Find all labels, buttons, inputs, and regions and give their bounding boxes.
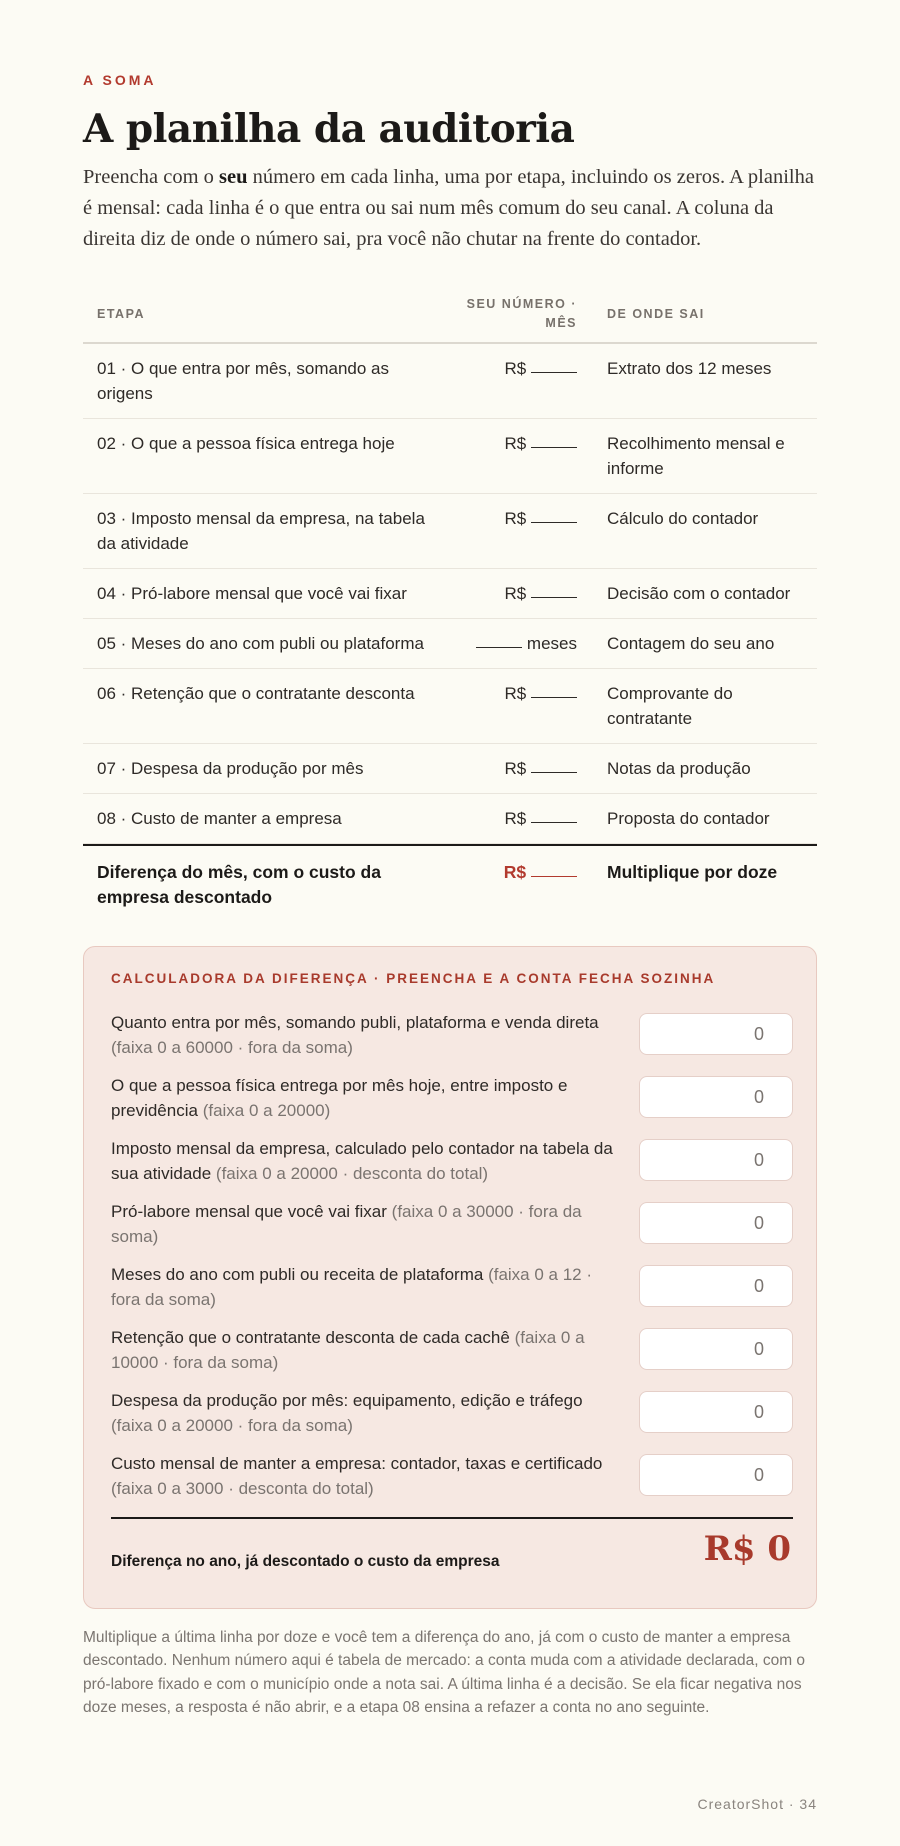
field-input[interactable]	[639, 1454, 793, 1496]
field-label	[111, 1388, 626, 1446]
value-prefix: R$	[504, 809, 527, 828]
row-etapa: 01 · O que entra por mês, somando as origens	[97, 359, 389, 403]
field-input[interactable]	[639, 1391, 793, 1433]
table-row	[83, 619, 817, 669]
value-suffix: meses	[526, 634, 577, 653]
field-label	[111, 1136, 626, 1194]
row-valor	[449, 494, 579, 568]
row-origem: Cálculo do contador	[607, 509, 759, 528]
calculator-field	[111, 1073, 793, 1131]
row-etapa: 03 · Imposto mensal da empresa, na tabela da atividade	[97, 509, 425, 553]
result-label: Diferença no ano, já descontado o custo da empresa	[111, 1553, 500, 1570]
calculator-title: CALCULADORA DA DIFERENÇA · PREENCHA E A CONTA FECHA SOZINHA	[111, 971, 716, 986]
result-value: R$ 0	[703, 1529, 791, 1569]
audit-table	[83, 286, 817, 924]
row-valor	[449, 744, 579, 793]
row-etapa: 07 · Despesa da produção por mês	[97, 759, 364, 778]
table-row	[83, 669, 817, 744]
field-label	[111, 1073, 626, 1131]
row-valor	[449, 419, 579, 493]
calculator-field	[111, 1136, 793, 1194]
field-label-text: Meses do ano com publi ou receita de plataforma	[111, 1265, 484, 1284]
value-prefix: R$	[504, 759, 527, 778]
footnote: Multiplique a última linha por doze e você tem a diferença do ano, já com o custo de manter a empresa descontado. Nenhum número aqui é tabela de mercado: a conta muda com a atividade declarada, com o pró-labore fixado e com o município onde a nota sai. A última linha é a decisão. Se ela ficar negativa nos doze meses, a resposta é não abrir, e a etapa 08 ensina a refazer a conta no ano seguinte.	[83, 1629, 806, 1717]
field-input[interactable]	[639, 1013, 793, 1055]
field-label-text: Quanto entra por mês, somando publi, plataforma e venda direta	[111, 1013, 599, 1032]
field-hint: (faixa 0 a 30000 · fora da soma)	[111, 1202, 582, 1246]
field-label	[111, 1010, 626, 1068]
value-prefix: R$	[504, 584, 527, 603]
difference-calculator	[83, 946, 817, 1609]
field-input[interactable]	[639, 1139, 793, 1181]
total-etapa: Diferença do mês, com o custo da empresa descontado	[97, 862, 381, 907]
value-prefix: R$	[504, 684, 527, 703]
field-input[interactable]	[639, 1076, 793, 1118]
value-blank	[531, 821, 577, 823]
row-valor	[449, 344, 579, 418]
field-input[interactable]	[639, 1265, 793, 1307]
field-label	[111, 1199, 626, 1257]
calculator-field	[111, 1262, 793, 1320]
table-header	[83, 286, 817, 344]
row-origem: Contagem do seu ano	[607, 634, 775, 653]
table-row	[83, 569, 817, 619]
row-etapa: 04 · Pró-labore mensal que você vai fixar	[97, 584, 407, 603]
row-etapa: 08 · Custo de manter a empresa	[97, 809, 342, 828]
field-hint: (faixa 0 a 20000)	[202, 1101, 331, 1120]
table-row	[83, 794, 817, 844]
field-hint: (faixa 0 a 3000 · desconta do total)	[111, 1479, 374, 1498]
value-blank	[531, 521, 577, 523]
row-valor	[449, 619, 579, 668]
row-etapa: 05 · Meses do ano com publi ou plataforma	[97, 634, 424, 653]
field-hint: (faixa 0 a 20000 · desconta do total)	[215, 1164, 489, 1183]
field-hint: (faixa 0 a 20000 · fora da soma)	[111, 1416, 353, 1435]
row-etapa: 06 · Retenção que o contratante desconta	[97, 684, 415, 703]
total-origem: Multiplique por doze	[607, 862, 778, 882]
intro-post: número em cada linha, uma por etapa, incluindo os zeros. A planilha é mensal: cada linha é o que entra ou sai num mês comum do seu canal. A coluna da direita diz de onde o número sai, pra você não chutar na frente do contador.	[83, 166, 814, 250]
header-origem: DE ONDE SAI	[607, 307, 705, 321]
table-total-row	[83, 844, 817, 924]
header-numero	[449, 295, 579, 333]
table-body	[83, 344, 817, 844]
calculator-field	[111, 1388, 793, 1446]
total-blank	[531, 875, 577, 877]
row-etapa: 02 · O que a pessoa física entrega hoje	[97, 434, 395, 453]
value-blank	[531, 446, 577, 448]
row-origem: Extrato dos 12 meses	[607, 359, 772, 378]
row-origem: Comprovante do contratante	[607, 684, 733, 728]
row-origem: Decisão com o contador	[607, 584, 791, 603]
field-hint: (faixa 0 a 10000 · fora da soma)	[111, 1328, 585, 1372]
field-label-text: Despesa da produção por mês: equipamento, edição e tráfego	[111, 1391, 583, 1410]
value-prefix: R$	[504, 359, 527, 378]
row-valor	[449, 669, 579, 743]
value-blank	[476, 646, 522, 648]
calculator-field	[111, 1451, 793, 1509]
calculator-field	[111, 1325, 793, 1383]
header-numero-line2: MÊS	[545, 316, 577, 330]
row-valor	[449, 569, 579, 618]
table-row	[83, 744, 817, 794]
table-row	[83, 494, 817, 569]
table-row	[83, 419, 817, 494]
row-valor	[449, 794, 579, 843]
field-label-text: Pró-labore mensal que você vai fixar	[111, 1202, 387, 1221]
section-kicker: A SOMA	[83, 72, 157, 88]
value-blank	[531, 771, 577, 773]
field-hint: (faixa 0 a 12 · fora da soma)	[111, 1265, 593, 1309]
field-label	[111, 1451, 626, 1509]
field-input[interactable]	[639, 1202, 793, 1244]
field-input[interactable]	[639, 1328, 793, 1370]
page-folio: CreatorShot · 34	[697, 1796, 817, 1812]
field-label	[111, 1325, 626, 1383]
value-prefix: R$	[504, 434, 527, 453]
field-label-text: Imposto mensal da empresa, calculado pelo contador na tabela da sua atividade	[111, 1139, 613, 1183]
header-etapa: ETAPA	[97, 307, 146, 321]
row-origem: Proposta do contador	[607, 809, 770, 828]
page-title: A planilha da auditoria	[83, 106, 575, 152]
field-hint: (faixa 0 a 60000 · fora da soma)	[111, 1038, 353, 1057]
value-blank	[531, 696, 577, 698]
header-numero-line1: SEU NÚMERO ·	[466, 297, 577, 311]
intro-paragraph	[83, 162, 817, 255]
field-label-text: Retenção que o contratante desconta de cada cachê	[111, 1328, 510, 1347]
total-prefix: R$	[503, 862, 527, 882]
row-origem: Notas da produção	[607, 759, 751, 778]
table-row	[83, 344, 817, 419]
intro-bold: seu	[219, 166, 248, 188]
calculator-divider	[111, 1517, 793, 1519]
intro-pre: Preencha com o	[83, 166, 220, 188]
value-blank	[531, 371, 577, 373]
calculator-field	[111, 1199, 793, 1257]
field-label-text: Custo mensal de manter a empresa: contador, taxas e certificado	[111, 1454, 603, 1473]
value-blank	[531, 596, 577, 598]
field-label	[111, 1262, 626, 1320]
field-label-text: O que a pessoa física entrega por mês hoje, entre imposto e previdência	[111, 1076, 568, 1120]
value-prefix: R$	[504, 509, 527, 528]
row-origem: Recolhimento mensal e informe	[607, 434, 785, 478]
calculator-field	[111, 1010, 793, 1068]
total-valor	[449, 846, 579, 924]
